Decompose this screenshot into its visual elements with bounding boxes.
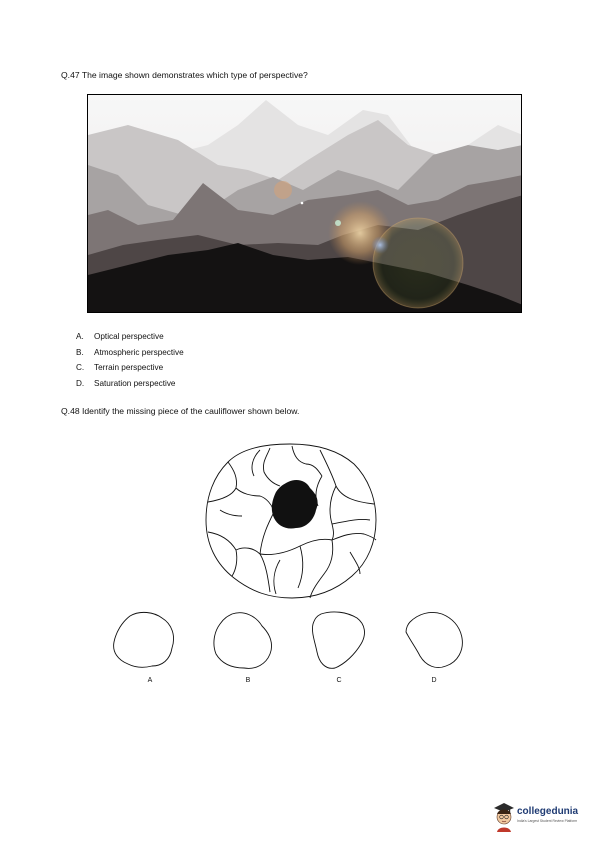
- choice-shape-a[interactable]: [110, 608, 180, 673]
- q47-option-a: A. Optical perspective: [76, 332, 164, 341]
- brand-name: collegedunia: [517, 806, 579, 817]
- q47-options-list: [76, 329, 184, 391]
- missing-piece-hole: [272, 480, 318, 529]
- choice-shape-d[interactable]: [398, 608, 468, 673]
- choice-label-b: B: [245, 677, 251, 684]
- q47-option-c: C. Terrain perspective: [76, 363, 164, 372]
- cauliflower-puzzle: [200, 440, 380, 602]
- q47-option-b: B. Atmospheric perspective: [76, 347, 184, 357]
- choice-shape-b[interactable]: [208, 608, 278, 673]
- collegedunia-logo: [492, 802, 592, 834]
- q47-option-d: D. Saturation perspective: [76, 378, 176, 388]
- brand-tagline: India's Largest Student Review Platform: [517, 819, 578, 823]
- student-mascot-icon: [492, 802, 516, 832]
- q48-title: Q.48 Identify the missing piece of the cauliflower shown below.: [61, 406, 300, 416]
- choice-shape-c[interactable]: [305, 608, 375, 673]
- mountain-landscape-image: [87, 94, 522, 313]
- q47-title: Q.47 The image shown demonstrates which type of perspective?: [61, 70, 308, 80]
- choice-label-c: C: [336, 677, 342, 684]
- choice-label-a: A: [147, 677, 153, 684]
- mountain-landscape-svg: [88, 95, 522, 313]
- choice-label-d: D: [431, 677, 437, 684]
